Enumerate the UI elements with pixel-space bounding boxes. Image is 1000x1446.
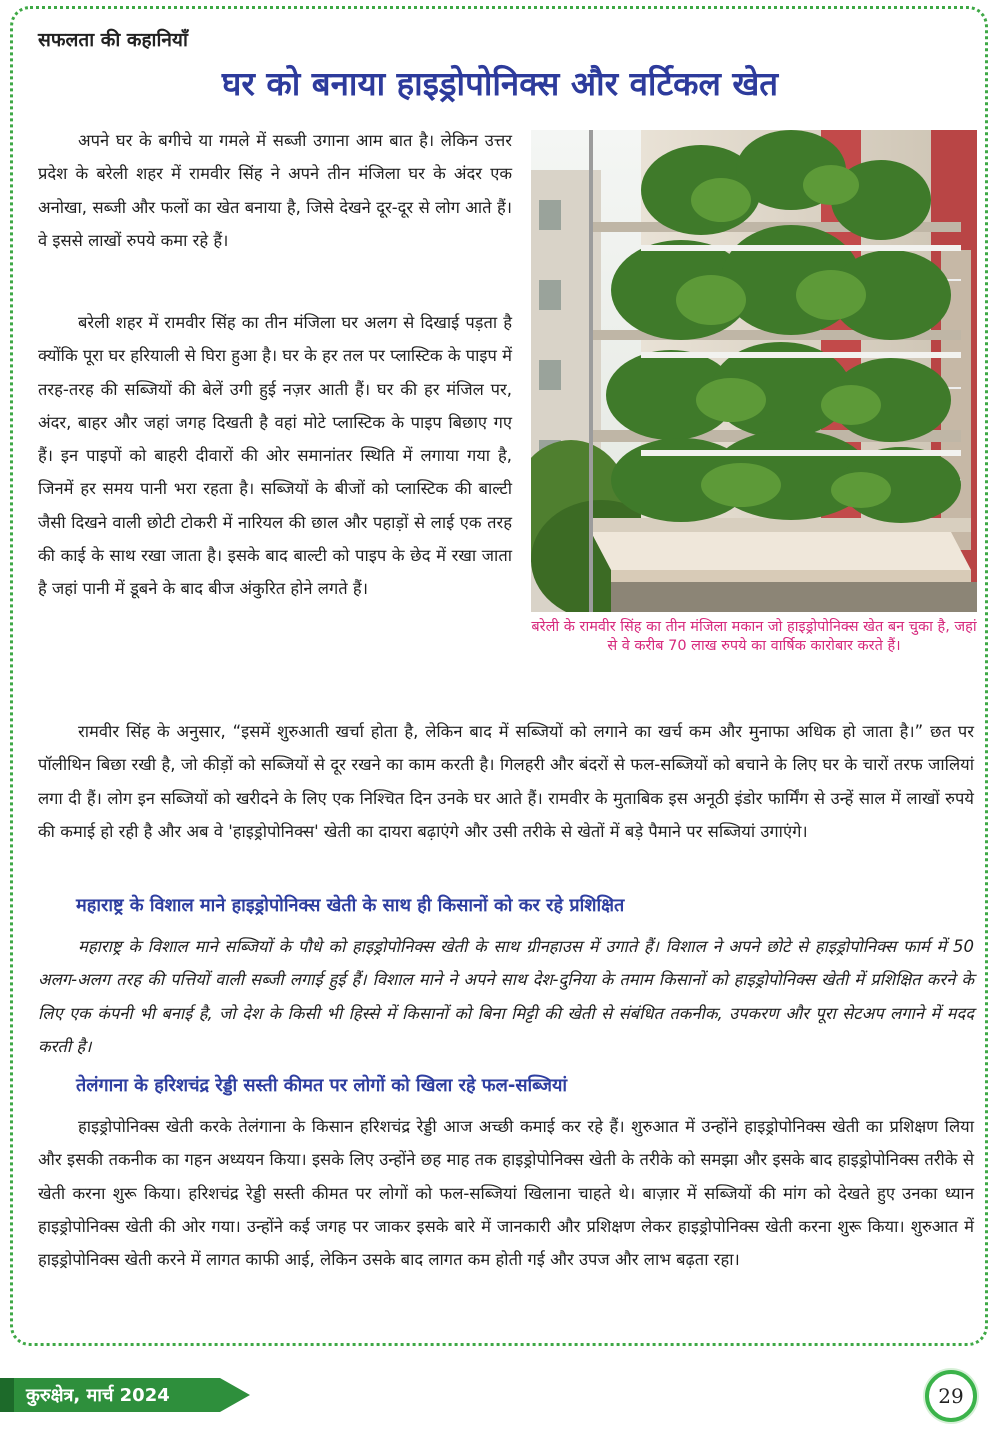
paragraph-harishchandra-reddy: हाइड्रोपोनिक्स खेती करके तेलंगाना के किसान हरिशचंद्र रेड्डी आज अच्छी कमाई कर रहे हैं। शुरुआत में उन्होंने हाइड्रोपोनिक्स खेती का प्रशिक्षण लिया और इसकी तकनीक का गहन अध्ययन किया। इसके लिए उन्होंने छह माह तक हाइड्रोपोनिक्स खेती के तरीके को समझा और इसके बाद हाइड्रोपोनिक्स तरीके से खेती करना शुरू किया। हरिशचंद्र रेड्डी सस्ती कीमत पर लोगों को फल-सब्जियां खिलाना चाहते थे। बाज़ार में सब्जियों की मांग को देखते हुए उनका ध्यान हाइड्रोपोनिक्स खेती की ओर गया। उन्होंने कई जगह पर जाकर इसके बारे में जानकारी और प्रशिक्षण लेकर हाइड्रोपोनिक्स खेती करना शुरू किया। शुरुआत में हाइड्रोपोनिक्स खेती करने में लागत काफी आई, लेकिन उसके बाद लागत कम होती गई और उपज और लाभ बढ़ता रहा। [38, 1117, 974, 1270]
subheading-maharashtra: महाराष्ट्र के विशाल माने हाइड्रोपोनिक्स खेती के साथ ही किसानों को कर रहे प्रशिक्षित [76, 895, 625, 916]
paragraph-ramveer-quote: रामवीर सिंह के अनुसार, “इसमें शुरुआती खर्चा होता है, लेकिन बाद में सब्जियों को लगाने का खर्च कम और मुनाफा अधिक हो जाता है।” छत पर पॉलीथिन बिछा रखी है, जो कीड़ों को सब्जियों से दूर रखने का काम करती है। गिलहरी और बंदरों से फल-सब्जियों को बचाने के लिए घर के चारों तरफ जालियां लगा दी हैं। लोग इन सब्जियों को खरीदने के लिए एक निश्चित दिन उनके घर आते हैं। रामवीर के मुताबिक इस अनूठी इंडोर फार्मिंग से उन्हें साल में लाखों रुपये की कमाई हो रही है और अब वे 'हाइड्रोपोनिक्स' खेती का दायरा बढ़ाएंगे और उसी तरीके से खेतों में बड़े पैमाने पर सब्जियां उगाएंगे। [38, 722, 974, 841]
building-photo [531, 130, 977, 612]
page-number: 29 [925, 1370, 977, 1422]
paragraph-house-description: बरेली शहर में रामवीर सिंह का तीन मंजिला घर अलग से दिखाई पड़ता है क्योंकि पूरा घर हरियाली से घिरा हुआ है। घर के हर तल पर प्लास्टिक के पाइप में तरह-तरह की सब्जियों की बेलें उगी हुई नज़र आती हैं। घर की हर मंजिल पर, अंदर, बाहर और जहां जगह दिखती है वहां मोटे प्लास्टिक के पाइप बिछाए गए हैं। इन पाइपों को बाहरी दीवारों की ओर समानांतर स्थिति में लगाया गया है, जिनमें हर समय पानी भरा रहता है। सब्जियों के बीजों को प्लास्टिक की बाल्टी जैसी दिखने वाली छोटी टोकरी में नारियल की छाल और पहाड़ों से लाई एक तरह की काई के साथ रखा जाता है। इसके बाद बाल्टी को पाइप के छेद में रखा जाता है जहां पानी में डूबने के बाद बीज अंकुरित होने लगते हैं। [38, 313, 512, 599]
article-title: घर को बनाया हाइड्रोपोनिक्स और वर्टिकल खेत [221, 64, 779, 103]
magazine-issue: कुरुक्षेत्र, मार्च 2024 [26, 1385, 170, 1406]
subheading-telangana: तेलंगाना के हरिशचंद्र रेड्डी सस्ती कीमत पर लोगों को खिला रहे फल-सब्जियां [76, 1075, 568, 1096]
section-label: सफलता की कहानियाँ [38, 29, 188, 51]
photo-caption: बरेली के रामवीर सिंह का तीन मंजिला मकान जो हाइड्रोपोनिक्स खेत बन चुका है, जहां से वे करीब 70 लाख रुपये का वार्षिक कारोबार करते हैं। [531, 619, 977, 654]
paragraph-intro: अपने घर के बगीचे या गमले में सब्जी उगाना आम बात है। लेकिन उत्तर प्रदेश के बरेली शहर में रामवीर सिंह ने अपने तीन मंजिला घर के अंदर एक अनोखा, सब्जी और फलों का खेत बनाया है, जिसे देखने दूर-दूर से लोग आते हैं। वे इससे लाखों रुपये कमा रहे हैं। [38, 131, 512, 250]
paragraph-vishal-mane: महाराष्ट्र के विशाल माने सब्जियों के पौधे को हाइड्रोपोनिक्स खेती के साथ ग्रीनहाउस में उगाते हैं। विशाल ने अपने छोटे से हाइड्रोपोनिक्स फार्म में 50 अलग-अलग तरह की पत्तियों वाली सब्जी लगाई हुई हैं। विशाल माने ने अपने साथ देश-दुनिया के तमाम किसानों को हाइड्रोपोनिक्स खेती में प्रशिक्षित करने के लिए एक कंपनी भी बनाई है, जो देश के किसी भी हिस्से में किसानों को बिना मिट्टी की खेती से संबंधित तकनीक, उपकरण और पूरा सेटअप लगाने में मदद करती है। [38, 937, 974, 1056]
